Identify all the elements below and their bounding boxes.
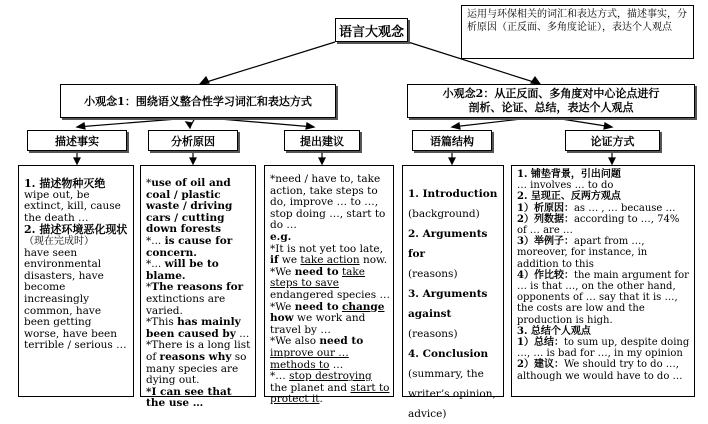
tab-suggest — [284, 130, 360, 151]
tab-structure — [412, 130, 492, 151]
analyze-item-reasons: *The reasons for extinctions are varied. — [146, 281, 244, 317]
suggest-vocab: *need / have to, take action, take steps to do, improve … to …, stop doing …, start to do … — [270, 173, 386, 232]
argue-heading-3: 3. 总结个人观点 — [517, 325, 591, 337]
analyze-item-causes: *use of oil and coal / plastic waste / driving cars / cutting down forests — [146, 177, 233, 236]
structure-conclusion: 4. Conclusion — [408, 348, 489, 360]
structure-conclusion-sub: (summary, the writer’s opinion, advice) — [408, 368, 496, 420]
concept-2 — [407, 84, 695, 118]
concept-2-line1: 小观念2：从正反面、多角度对中心论点进行 — [442, 87, 660, 100]
tab-analyze — [148, 130, 238, 151]
goal-note — [461, 5, 694, 59]
suggest-example-2: *We need to take steps to save endangered species … — [270, 265, 390, 301]
suggest-eg: e.g. — [270, 230, 292, 243]
structure-against-line: against (reasons) — [408, 308, 458, 340]
root-title: 语言大观念 — [338, 24, 404, 40]
concept-1-title: 小观念1：围绕语义整合性学习词汇和表达方式 — [84, 95, 312, 108]
structure-intro: 1. Introduction — [408, 188, 498, 200]
root-node — [335, 18, 408, 42]
structure-for-sub: (reasons) — [408, 268, 458, 280]
argue-summary: 1）总结：to sum up, despite doing …, … is bad for …, in my opinion — [517, 337, 690, 360]
suggest-example-1: *It is not yet too late, if we take action now. — [270, 242, 388, 267]
suggest-example-3: *We need to change how we work and travel by … — [270, 300, 385, 336]
describe-heading-2: 2. 描述环境恶化现状 — [24, 223, 128, 237]
argue-data: 2）列数据：according to …, 74% of … are … — [517, 213, 680, 237]
tab-argue-label: 论证方式 — [590, 134, 635, 148]
describe-box — [18, 165, 134, 397]
argue-text-1: … involves … to do — [517, 180, 614, 192]
goal-note-text: 运用与环保相关的词汇和表达方式，描述事实，分析原因（正反面、多角度论证），表达个人观点 — [467, 9, 687, 33]
suggest-example-4: *We also need to improve our … methods to … — [270, 335, 364, 371]
analyze-item-caused-by: *This has mainly been caused by ... — [146, 316, 250, 340]
describe-heading-1: 1. 描述物种灭绝 — [24, 177, 106, 190]
argue-example: 3）举例子：apart from …, moreover, for instance, in addition to this — [517, 236, 648, 270]
tab-describe — [27, 130, 127, 151]
tab-describe-label: 描述事实 — [55, 134, 99, 148]
analyze-item-concern: *... is cause for concern. — [146, 234, 233, 259]
argue-box — [511, 165, 695, 397]
tab-structure-label: 语篇结构 — [430, 134, 474, 148]
describe-tense-note: （现在完成时） — [24, 235, 94, 247]
concept-1 — [60, 84, 336, 118]
tab-analyze-label: 分析原因 — [171, 134, 215, 148]
concept-2-line2: 剖析、论证、总结，表达个人观点 — [468, 101, 634, 114]
analyze-item-use: *I can see that the use … — [146, 385, 232, 410]
structure-intro-sub: (background) — [408, 208, 480, 220]
structure-against: 3. Arguments — [408, 288, 488, 300]
analyze-item-list: *There is a long list of reasons why so many species are dying out. — [146, 339, 251, 387]
analyze-box — [140, 165, 256, 410]
argue-reason: 1）析原因：as … , … because … — [517, 202, 676, 214]
tab-suggest-label: 提出建议 — [300, 134, 344, 148]
suggest-box — [264, 165, 394, 406]
structure-for: 2. Arguments for — [408, 228, 488, 260]
describe-text-2: have seen environmental disasters, have become increasingly common, have been getting worse, have been terrible / serious … — [24, 246, 127, 352]
describe-text-1: wipe out, be extinct, kill, cause the death … — [24, 188, 121, 224]
argue-advice: 2）建议：We should try to do …, although we would have to do … — [517, 359, 683, 382]
argue-heading-1: 1. 铺垫背景，引出问题 — [517, 169, 621, 180]
analyze-item-blame: *... will be to blame. — [146, 258, 219, 282]
structure-box — [402, 165, 504, 420]
suggest-example-5: *… stop destroying the planet and start to protect it. — [270, 370, 390, 406]
argue-heading-2: 2. 呈现正、反两方观点 — [517, 191, 621, 203]
argue-compare: 4）作比较：the main argument for … is that …, on the other hand, opponents of … say that it is …, the costs are low and the production is high. — [517, 269, 689, 326]
tab-argue — [565, 130, 660, 151]
